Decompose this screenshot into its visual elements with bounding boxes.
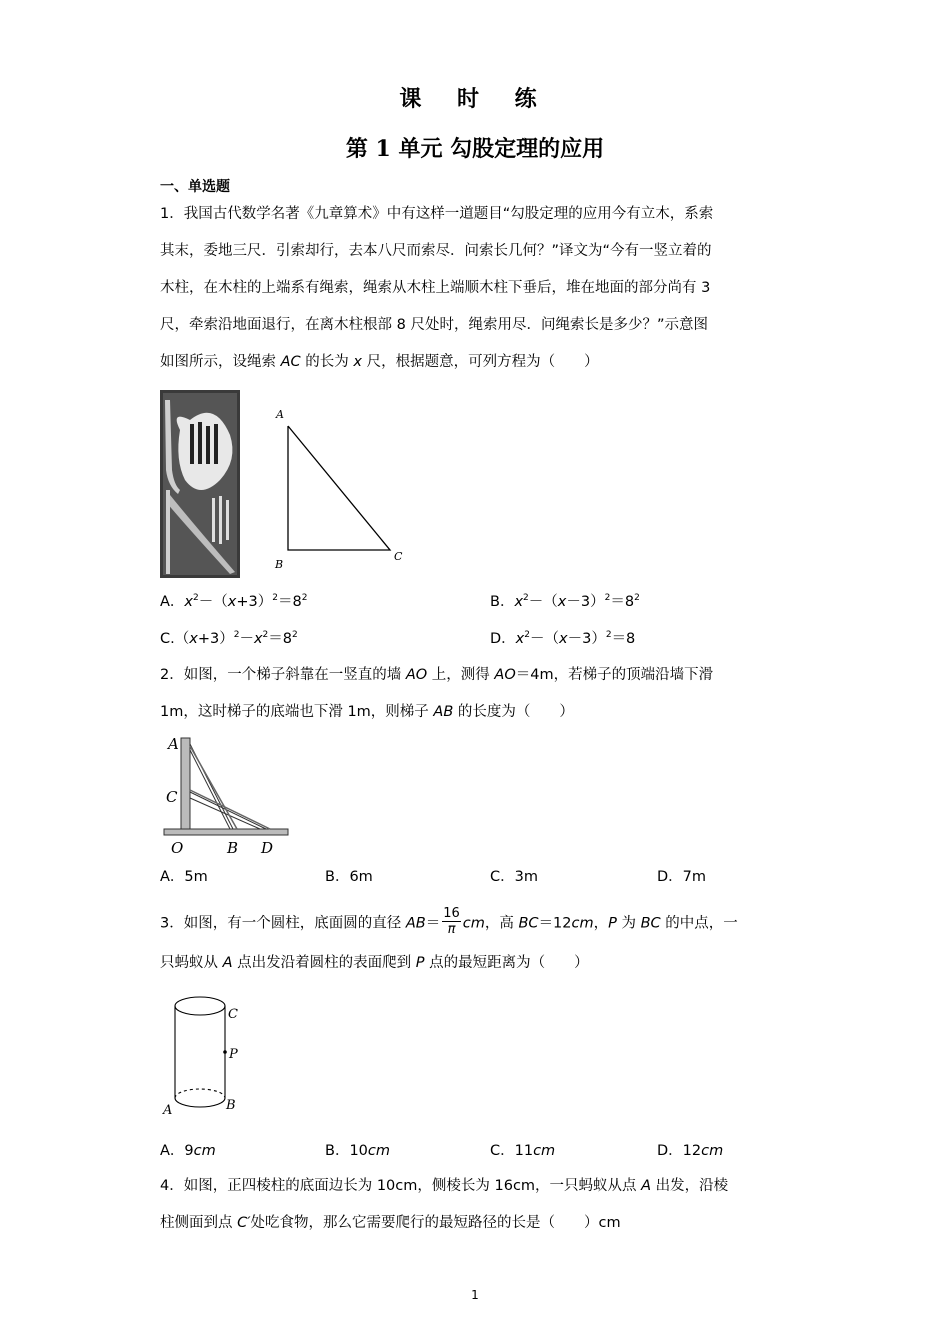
q2-ladder-diagram [160,732,295,860]
q2-line-1: 2．如图，一个梯子斜靠在一竖直的墙 AO 上，测得 AO＝4m，若梯子的顶端沿墙下滑 [160,667,714,683]
q2-option-c[interactable]: C．3m [490,869,538,885]
q3-label-a: A [163,1103,173,1118]
q1-line-1: 1．我国古代数学名著《九章算术》中有这样一道题目“勾股定理的应用今有立木，系索 [160,206,714,222]
q3-option-d[interactable]: D．12cm [657,1143,724,1159]
q3-bottom-back [175,1089,225,1098]
q2-line-2: 1m，这时梯子的底端也下滑 1m，则梯子 AB 的长度为（ ） [160,704,574,720]
q2-wall [181,738,190,830]
q3-line-1: 3．如图，有一个圆柱，底面圆的直径 AB＝ $\frac{16}{\pi}$ cm，高 BC＝12cm，P 为 BC 的中点，一 [160,906,738,937]
section-heading: 一、单选题 [160,179,230,195]
q3-fraction: $\frac{16}{\pi}$ [443,906,460,937]
q1-option-a[interactable]: A．$x^2-(x+3)^2=8^2$ [160,593,308,610]
q1-option-d[interactable]: D．$x^2-(x-3)^2=8$ [490,630,636,647]
q3-option-a[interactable]: A．9cm [160,1143,216,1159]
q2-label-d: D [261,839,274,857]
question-4-text [160,1168,794,1242]
q1-option-c[interactable]: $C.(x+3)^2-x^2=8^2$ [160,630,298,647]
q2-option-a[interactable]: A．5m [160,869,208,885]
q3-option-c[interactable]: C．11cm [490,1143,556,1159]
q3-bottom-front [175,1098,225,1107]
q2-ladder-2 [190,792,266,829]
question-1-text [160,196,794,381]
q4-line-2: 柱侧面到点 C′处吃食物，那么它需要爬行的最短路径的长是（ ）cm [160,1215,621,1231]
page-number: 1 [471,1288,479,1302]
q3-option-b[interactable]: B．10cm [325,1143,391,1159]
q1-line-4: 尺，牵索沿地面退行，在离木柱根部 8 尺处时，绳索用尽．问绳索长是多少？”示意图 [160,317,708,333]
q4-line-1: 4．如图，正四棱柱的底面边长为 10cm，侧棱长为 16cm，一只蚂蚁从点 A 出发，沿棱 [160,1178,729,1194]
q2-label-c: C [166,788,178,806]
q1-option-b[interactable]: B．$x^2-(x-3)^2=8^2$ [490,593,640,610]
q1-line-5: 如图所示，设绳索 AC 的长为 x 尺，根据题意，可列方程为（ ） [160,354,599,370]
q3-cylinder-diagram [160,990,260,1118]
q1-line-3: 木柱，在木柱的上端系有绳索，绳索从木柱上端顺木柱下垂后，堆在地面的部分尚有 3 [160,280,711,296]
page-title: 课 时 练 [399,86,551,112]
q3-line-2: 只蚂蚁从 A 点出发沿着圆柱的表面爬到 P 点的最短距离为（ ） [160,955,589,971]
q1-label-b: B [275,558,284,571]
q2-label-a: A [168,735,179,753]
q2-label-b: B [227,839,239,857]
q2-ground [164,829,288,835]
q3-label-c: C [228,1007,238,1022]
q3-top-ellipse [175,997,225,1015]
q3-point-p [223,1050,227,1054]
q3-label-p: P [229,1047,238,1062]
q1-triangle [288,426,390,550]
q1-line-2: 其末，委地三尺．引索却行，去本八尺而索尽．问索长几何？”译文为“今有一竖立着的 [160,243,712,259]
question-2-text [160,657,794,731]
q2-label-o: O [171,839,184,857]
q1-label-a: A [276,408,284,421]
q2-option-b[interactable]: B．6m [325,869,373,885]
q1-triangle-diagram [270,400,410,575]
q1-label-c: C [394,550,403,563]
q2-option-d[interactable]: D．7m [657,869,707,885]
unit-title: 第 1 单元 勾股定理的应用 [345,136,605,162]
q3-label-b: B [226,1098,236,1113]
q1-ancient-book-photo [160,390,240,578]
